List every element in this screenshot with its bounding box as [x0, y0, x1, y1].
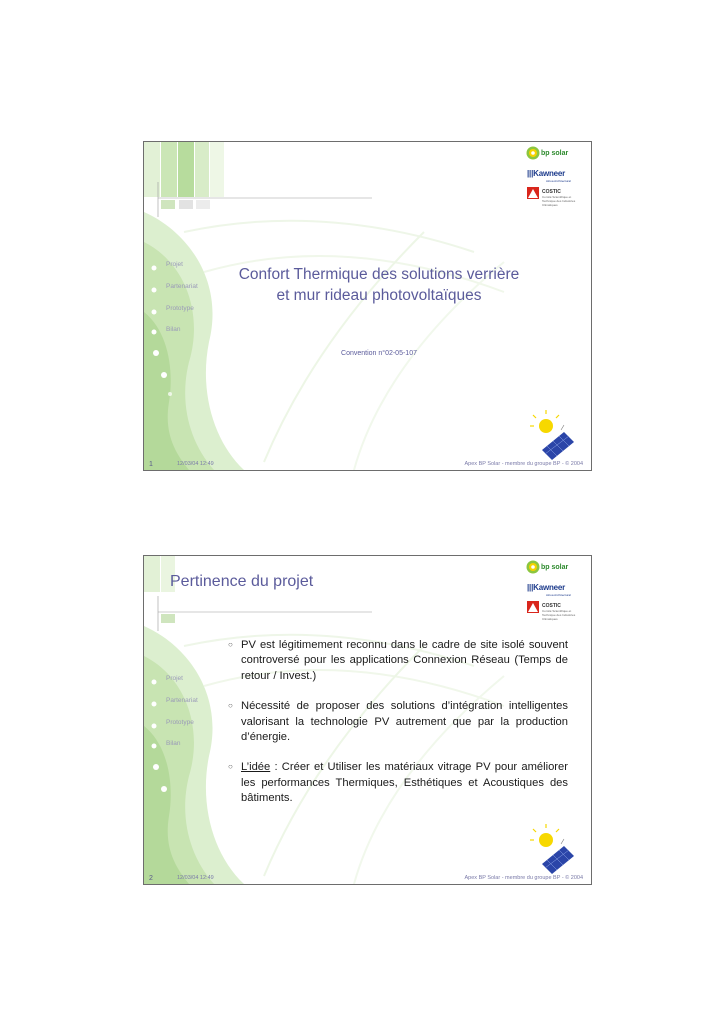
- nav-item-partenariat: Partenariat: [166, 283, 198, 290]
- slide-subtitle: Convention n°02-05-107: [341, 350, 417, 357]
- slide-title: Pertinence du projet: [170, 573, 314, 590]
- slide-date: 12/03/04 12:49: [177, 461, 214, 467]
- slide-2: [143, 555, 592, 885]
- slide-footer: Apex BP Solar - membre du groupe BP - © 2004: [464, 875, 583, 881]
- solar-panel-icon: [530, 824, 574, 874]
- costic-logo-subtitle: Comité Scientifique et Technique des Industries Climatiques: [542, 609, 576, 621]
- nav-item-bilan: Bilan: [166, 740, 181, 747]
- bullet-text: Créer et Utiliser les matériaux vitrage PV pour améliorer les performances Thermiques, Esthétiques et Acoustiques des bâtiments.: [241, 761, 568, 805]
- slide-title-line-2: et mur rideau photovoltaïques: [276, 287, 482, 304]
- kawneer-logo-subtitle: Alcoa Architectural: [546, 179, 571, 183]
- bp-helios-icon: [527, 561, 540, 574]
- slide-footer: Apex BP Solar - membre du groupe BP - © 2004: [464, 461, 583, 467]
- slide-background: [144, 142, 591, 470]
- kawneer-logo-subtitle: Alcoa Architectural: [546, 593, 571, 597]
- nav-item-prototype: Prototype: [166, 305, 194, 312]
- bullet-icon: ○: [228, 762, 233, 772]
- slide-1: [143, 141, 592, 471]
- bullet-item: [228, 699, 568, 745]
- bullet-lead: L’idée: [241, 761, 271, 774]
- nav-item-partenariat: Partenariat: [166, 697, 198, 704]
- nav-item-bilan: Bilan: [166, 326, 181, 333]
- bullet-item: [228, 638, 568, 684]
- costic-logo: COSTIC: [542, 189, 561, 195]
- slide-date: 12/03/04 12:49: [177, 875, 214, 881]
- bullet-item: [228, 760, 568, 806]
- costic-logo-subtitle: Comité Scientifique et Technique des Industries Climatiques: [542, 195, 576, 207]
- bullet-text: Nécessité de proposer des solutions d’intégration intelligentes valorisant la technologie PV autrement que par la production d’énergie.: [241, 700, 568, 744]
- kawneer-logo: |||Kawneer: [527, 169, 566, 178]
- costic-logo: COSTIC: [542, 603, 561, 609]
- slide-number: 1: [149, 461, 153, 468]
- bullet-icon: ○: [228, 640, 233, 649]
- bullet-list: [228, 638, 568, 822]
- slide-title: [204, 264, 554, 306]
- solar-panel-icon: [530, 410, 574, 460]
- bullet-text: PV est légitimement reconnu dans le cadre de site isolé souvent controversé pour les applications Connexion Réseau (Temps de retour / Invest.): [241, 639, 568, 682]
- kawneer-logo: |||Kawneer: [527, 583, 566, 592]
- slide-number: 2: [149, 875, 153, 882]
- slide-title-line-1: Confort Thermique des solutions verrière: [238, 266, 520, 283]
- bp-solar-logo: bp solar: [541, 564, 569, 571]
- bp-solar-logo: bp solar: [541, 150, 569, 157]
- bp-helios-icon: [527, 147, 540, 160]
- nav-item-projet: Projet: [166, 675, 183, 682]
- nav-item-projet: Projet: [166, 261, 183, 268]
- nav-item-prototype: Prototype: [166, 719, 194, 726]
- bullet-separator: :: [270, 761, 282, 774]
- bullet-icon: ○: [228, 701, 233, 711]
